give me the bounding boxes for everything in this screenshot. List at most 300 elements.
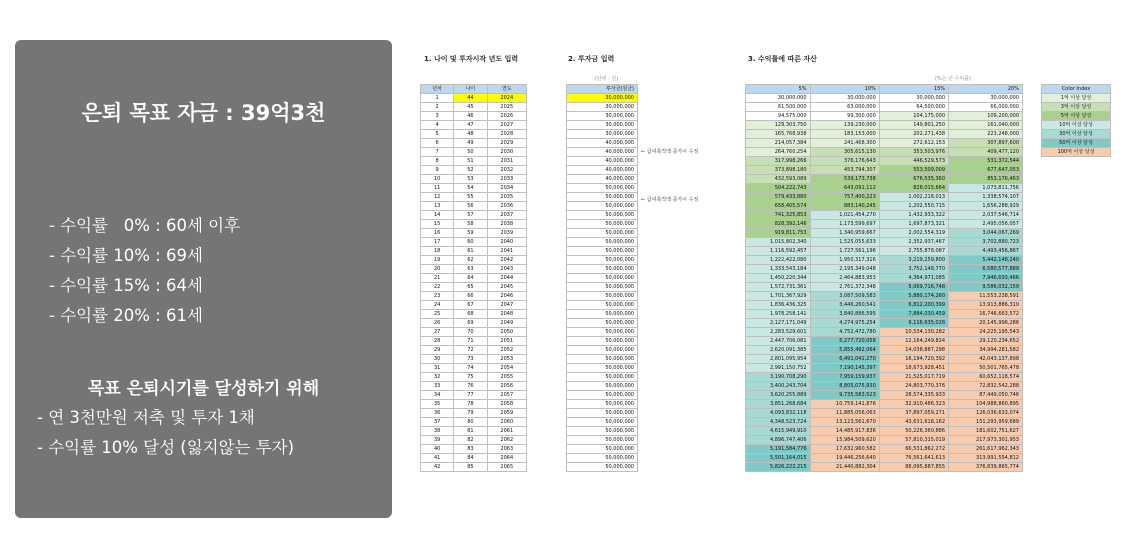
goal-line-1: - 연 3천만원 저축 및 투자 1채 — [37, 408, 255, 427]
table-cell: 353,503,976 — [879, 148, 948, 157]
table-cell: 80 — [454, 418, 487, 427]
table-cell: 76,561,641,613 — [879, 454, 948, 463]
table-row — [421, 310, 527, 319]
table-row — [421, 364, 527, 373]
table-cell: 50,000,000 — [567, 202, 638, 211]
table-cell: 1,202,550,715 — [879, 202, 948, 211]
table-row — [421, 166, 527, 175]
table-row — [421, 103, 527, 112]
table-cell: 30,000,000 — [567, 112, 638, 121]
table-cell: 30,000,000 — [879, 94, 948, 103]
table-cell: 2031 — [487, 157, 526, 166]
table-cell: 504,222,743 — [746, 184, 811, 193]
table-cell: 104,988,860,895 — [949, 400, 1023, 409]
table-cell: 1,173,599,697 — [810, 220, 879, 229]
table-cell: 2053 — [487, 355, 526, 364]
table-cell: 5,880,174,260 — [879, 292, 948, 301]
table-cell: 2055 — [487, 373, 526, 382]
table-cell: 73 — [454, 355, 487, 364]
table-cell: 62 — [454, 256, 487, 265]
table-row — [1042, 94, 1111, 103]
table-cell: 6 — [421, 139, 454, 148]
table-cell: 55 — [454, 193, 487, 202]
table-cell: 2052 — [487, 346, 526, 355]
color-index-item: 3억 이상 달성 — [1042, 103, 1111, 112]
rate-line-15: - 수익률 15% : 64세 — [49, 276, 203, 295]
table-cell: 579,433,880 — [746, 193, 811, 202]
table-row — [421, 220, 527, 229]
table-cell: 2048 — [487, 310, 526, 319]
table-row — [567, 139, 638, 148]
table-row — [746, 130, 1023, 139]
table-cell: 51 — [454, 157, 487, 166]
table-cell: 2,991,150,752 — [746, 364, 811, 373]
table-cell: 24 — [421, 301, 454, 310]
table-cell: 61 — [454, 247, 487, 256]
table-row — [746, 310, 1023, 319]
table-cell: 65 — [454, 283, 487, 292]
table-cell: 30,000,000 — [567, 121, 638, 130]
table-row — [746, 103, 1023, 112]
table-cell: 3,400,243,704 — [746, 382, 811, 391]
table-cell: 313,991,554,812 — [949, 454, 1023, 463]
table-row — [567, 355, 638, 364]
table-cell: 1,701,367,929 — [746, 292, 811, 301]
table-cell: 2043 — [487, 265, 526, 274]
table-cell: 56 — [454, 202, 487, 211]
table-cell: 50,000,000 — [567, 409, 638, 418]
table-cell: 17,632,960,582 — [810, 445, 879, 454]
rate-line-20: - 수익률 20% : 61세 — [49, 306, 203, 325]
table-cell: 50 — [454, 148, 487, 157]
table-cell: 10,534,130,282 — [879, 328, 948, 337]
table-cell: 4,493,456,867 — [949, 247, 1023, 256]
table-row — [746, 373, 1023, 382]
table-row — [421, 202, 527, 211]
table-cell: 4,615,949,910 — [746, 427, 811, 436]
table-cell: 6,491,041,270 — [810, 355, 879, 364]
col-principal: 투자금(원금) — [567, 85, 638, 94]
table-cell: 41 — [421, 454, 454, 463]
table-cell: 3,219,259,800 — [879, 256, 948, 265]
table-cell: 50,000,000 — [567, 328, 638, 337]
table-row — [567, 94, 638, 103]
table-cell: 2,464,883,953 — [810, 274, 879, 283]
table-cell: 2054 — [487, 364, 526, 373]
table-cell: 57 — [454, 211, 487, 220]
table-row — [567, 256, 638, 265]
table-row — [746, 256, 1023, 265]
table-cell: 22 — [421, 283, 454, 292]
table-cell: 30,000,000 — [746, 94, 811, 103]
table-cell: 5,501,164,015 — [746, 454, 811, 463]
table-cell: 46 — [454, 112, 487, 121]
table-row — [1042, 139, 1111, 148]
table-cell: 373,898,180 — [746, 166, 811, 175]
table-cell: 1,073,811,756 — [949, 184, 1023, 193]
table-cell: 18,673,928,451 — [879, 364, 948, 373]
table-row — [746, 445, 1023, 454]
table-row — [567, 400, 638, 409]
table-row — [421, 454, 527, 463]
table-cell: 261,617,962,343 — [949, 445, 1023, 454]
table-cell: 1,697,873,321 — [879, 220, 948, 229]
table-cell: 2039 — [487, 229, 526, 238]
table-cell: 658,405,574 — [746, 202, 811, 211]
increase-note-1: ← 급여축적액 증가시 수정 — [641, 149, 699, 155]
table-row — [421, 139, 527, 148]
table-row — [421, 256, 527, 265]
table-cell: 49 — [454, 139, 487, 148]
table-cell: 47 — [454, 121, 487, 130]
table-cell: 50,000,000 — [567, 247, 638, 256]
table-row — [567, 373, 638, 382]
col-age: 나이 — [454, 85, 487, 94]
table-cell: 2028 — [487, 130, 526, 139]
table-cell: 16,746,663,572 — [949, 310, 1023, 319]
table-cell: 183,153,000 — [810, 130, 879, 139]
table-cell: 1,116,592,457 — [746, 247, 811, 256]
table-row — [746, 184, 1023, 193]
table-cell: 1,978,258,141 — [746, 310, 811, 319]
table-cell: 161,040,000 — [949, 121, 1023, 130]
table-cell: 2041 — [487, 247, 526, 256]
table-cell: 88,095,887,855 — [879, 463, 948, 472]
table-cell: 67 — [454, 301, 487, 310]
table-row — [421, 319, 527, 328]
table-cell: 677,647,053 — [949, 166, 1023, 175]
table-cell: 5,277,720,058 — [810, 337, 879, 346]
table-cell: 165,768,938 — [746, 130, 811, 139]
table-cell: 2027 — [487, 121, 526, 130]
table-row — [421, 148, 527, 157]
table-row — [746, 436, 1023, 445]
table-cell: 50,000,000 — [567, 220, 638, 229]
table-cell: 2030 — [487, 148, 526, 157]
table-cell: 223,248,000 — [949, 130, 1023, 139]
table-cell: 50,000,000 — [567, 400, 638, 409]
col-rate-5: 5% — [746, 85, 811, 94]
table-cell: 5 — [421, 130, 454, 139]
table-cell: 1,727,561,196 — [810, 247, 879, 256]
table-row — [421, 328, 527, 337]
table-cell: 53 — [454, 175, 487, 184]
table-cell: 38 — [421, 427, 454, 436]
table-row — [567, 337, 638, 346]
table-cell: 21 — [421, 274, 454, 283]
table-cell: 28,574,335,933 — [879, 391, 948, 400]
table-cell: 14,038,887,298 — [879, 346, 948, 355]
table-cell: 1,340,959,667 — [810, 229, 879, 238]
goal-subtitle: 목표 은퇴시기를 달성하기 위해 — [87, 379, 320, 399]
table-cell: 1,656,288,929 — [949, 202, 1023, 211]
table-cell: 2,761,372,348 — [810, 283, 879, 292]
col-year: 연도 — [487, 85, 526, 94]
table-cell: 7,959,159,937 — [810, 373, 879, 382]
table-cell: 14,485,917,836 — [810, 427, 879, 436]
table-cell: 39 — [421, 436, 454, 445]
table-cell: 1,950,317,316 — [810, 256, 879, 265]
table-cell: 43,631,618,162 — [879, 418, 948, 427]
table-cell: 40,000,000 — [567, 157, 638, 166]
table-cell: 74 — [454, 364, 487, 373]
table-row — [567, 211, 638, 220]
table-cell: 2 — [421, 103, 454, 112]
table-cell: 8,805,075,930 — [810, 382, 879, 391]
table-cell: 60 — [454, 238, 487, 247]
table-cell: 60,652,118,574 — [949, 373, 1023, 382]
table-cell: 42 — [421, 463, 454, 472]
table-cell: 2040 — [487, 238, 526, 247]
table-row — [567, 409, 638, 418]
table-row — [421, 265, 527, 274]
table-cell: 11 — [421, 184, 454, 193]
table-cell: 2064 — [487, 454, 526, 463]
table-cell: 2037 — [487, 211, 526, 220]
table-cell: 2,283,529,601 — [746, 328, 811, 337]
table-row — [567, 166, 638, 175]
table-row — [567, 427, 638, 436]
table-cell: 3 — [421, 112, 454, 121]
table-cell: 104,175,000 — [879, 112, 948, 121]
table-cell: 94,575,000 — [746, 112, 811, 121]
table-cell: 84 — [454, 454, 487, 463]
table-cell: 61,500,000 — [746, 103, 811, 112]
table-row — [746, 382, 1023, 391]
table-cell: 553,509,009 — [879, 166, 948, 175]
rate-line-10: - 수익률 10% : 69세 — [49, 246, 203, 265]
table-cell: 2,127,171,049 — [746, 319, 811, 328]
table-row — [567, 247, 638, 256]
table-row — [421, 130, 527, 139]
table-cell: 30 — [421, 355, 454, 364]
table-row — [1042, 148, 1111, 157]
table-cell: 305,615,130 — [810, 148, 879, 157]
table-cell: 2025 — [487, 103, 526, 112]
table-cell: 3,851,268,684 — [746, 400, 811, 409]
table-row — [421, 337, 527, 346]
table-cell: 50,000,000 — [567, 337, 638, 346]
table-cell: 63,000,000 — [810, 103, 879, 112]
table-cell: 32 — [421, 373, 454, 382]
table-cell: 21,525,017,719 — [879, 373, 948, 382]
color-index-header: Color Index — [1042, 85, 1111, 94]
table-row — [567, 292, 638, 301]
table-row — [746, 427, 1023, 436]
table-cell: 35 — [421, 400, 454, 409]
table-cell: 9,116,635,028 — [879, 319, 948, 328]
table-cell: 181,602,751,627 — [949, 427, 1023, 436]
table-cell: 21,440,882,304 — [810, 463, 879, 472]
table-row — [746, 139, 1023, 148]
table-row — [567, 220, 638, 229]
table-row — [746, 94, 1023, 103]
table-cell: 10,759,141,876 — [810, 400, 879, 409]
table-cell: 3,446,260,541 — [810, 301, 879, 310]
table-cell: 2046 — [487, 292, 526, 301]
table-cell: 50,501,765,478 — [949, 364, 1023, 373]
table-cell: 2044 — [487, 274, 526, 283]
table-cell: 272,612,153 — [879, 139, 948, 148]
table-cell: 19,446,256,640 — [810, 454, 879, 463]
table-cell: 31 — [421, 364, 454, 373]
table-cell: 6,812,200,399 — [879, 301, 948, 310]
table-cell: 50,226,360,886 — [879, 427, 948, 436]
table-cell: 3,190,708,290 — [746, 373, 811, 382]
table-cell: 37,897,059,271 — [879, 409, 948, 418]
table-row — [567, 418, 638, 427]
table-cell: 78 — [454, 400, 487, 409]
table-cell: 50,000,000 — [567, 301, 638, 310]
table-cell: 11,885,056,063 — [810, 409, 879, 418]
table-cell: 676,535,360 — [879, 175, 948, 184]
table-row — [421, 436, 527, 445]
table-cell: 2045 — [487, 283, 526, 292]
table-cell: 2062 — [487, 436, 526, 445]
table-cell: 82 — [454, 436, 487, 445]
table-cell: 13 — [421, 202, 454, 211]
table-cell: 7,884,030,459 — [879, 310, 948, 319]
table-cell: 2056 — [487, 382, 526, 391]
table-cell: 13,123,561,670 — [810, 418, 879, 427]
table-cell: 57,810,315,019 — [879, 436, 948, 445]
table-cell: 9,586,032,159 — [949, 283, 1023, 292]
table-row — [421, 112, 527, 121]
table-row — [746, 283, 1023, 292]
table-cell: 20,145,996,286 — [949, 319, 1023, 328]
table-cell: 58 — [454, 220, 487, 229]
table-row — [746, 274, 1023, 283]
table-row — [421, 382, 527, 391]
table-cell: 50,000,000 — [567, 211, 638, 220]
table-cell: 126,036,633,074 — [949, 409, 1023, 418]
retirement-goal-title: 은퇴 목표 자금 : 39억3천 — [81, 101, 326, 125]
table-cell: 757,400,223 — [810, 193, 879, 202]
table-row — [421, 409, 527, 418]
table-cell: 25 — [421, 310, 454, 319]
table-row — [1042, 121, 1111, 130]
table-cell: 5,855,492,064 — [810, 346, 879, 355]
table-cell: 10 — [421, 175, 454, 184]
table-row — [421, 427, 527, 436]
table-cell: 409,477,120 — [949, 148, 1023, 157]
section-age-input: 1. 나이 및 투자시작 년도 입력 — [424, 55, 519, 63]
table-cell: 241,468,300 — [810, 139, 879, 148]
table-cell: 453,794,307 — [810, 166, 879, 175]
table-cell: 19 — [421, 256, 454, 265]
table-cell: 376,176,643 — [810, 157, 879, 166]
table-row — [421, 175, 527, 184]
table-cell: 2029 — [487, 139, 526, 148]
table-row — [746, 364, 1023, 373]
table-cell: 44 — [454, 94, 487, 103]
table-cell: 66,531,862,272 — [879, 445, 948, 454]
table-row — [421, 418, 527, 427]
table-cell: 2,195,349,048 — [810, 265, 879, 274]
table-cell: 50,000,000 — [567, 355, 638, 364]
table-row — [567, 310, 638, 319]
table-row — [567, 202, 638, 211]
table-cell: 50,000,000 — [567, 427, 638, 436]
table-cell: 63 — [454, 265, 487, 274]
table-cell: 50,000,000 — [567, 193, 638, 202]
table-row — [746, 148, 1023, 157]
table-cell: 3,044,067,269 — [949, 229, 1023, 238]
table-cell: 531,372,544 — [949, 157, 1023, 166]
table-cell: 48 — [454, 130, 487, 139]
table-row — [421, 229, 527, 238]
table-row — [421, 184, 527, 193]
table-cell: 2,801,095,954 — [746, 355, 811, 364]
table-row — [421, 445, 527, 454]
col-rate-10: 10% — [810, 85, 879, 94]
table-row — [746, 418, 1023, 427]
table-cell: 50,000,000 — [567, 346, 638, 355]
table-row — [567, 436, 638, 445]
table-cell: 14 — [421, 211, 454, 220]
table-row — [746, 211, 1023, 220]
table-cell: 2059 — [487, 409, 526, 418]
table-row — [567, 193, 638, 202]
table-cell: 149,801,250 — [879, 121, 948, 130]
table-cell: 2034 — [487, 184, 526, 193]
table-cell: 40,000,000 — [567, 139, 638, 148]
table-cell: 7,190,145,397 — [810, 364, 879, 373]
table-cell: 50,000,000 — [567, 382, 638, 391]
table-cell: 15,984,509,620 — [810, 436, 879, 445]
table-row — [421, 94, 527, 103]
table-row — [567, 148, 638, 157]
table-row — [567, 274, 638, 283]
table-row — [421, 238, 527, 247]
table-row — [421, 292, 527, 301]
table-cell: 30,000,000 — [567, 94, 638, 103]
table-row — [421, 283, 527, 292]
table-cell: 741,325,853 — [746, 211, 811, 220]
table-cell: 1,572,731,361 — [746, 283, 811, 292]
table-cell: 5,826,222,215 — [746, 463, 811, 472]
color-index-item: 50억 이상 달성 — [1042, 139, 1111, 148]
table-row — [567, 283, 638, 292]
table-cell: 317,998,266 — [746, 157, 811, 166]
table-cell: 853,176,463 — [949, 175, 1023, 184]
table-cell: 23 — [421, 292, 454, 301]
table-row — [567, 301, 638, 310]
table-cell: 1,222,422,080 — [746, 256, 811, 265]
table-cell: 26 — [421, 319, 454, 328]
table-cell: 4,364,971,085 — [879, 274, 948, 283]
table-row — [421, 247, 527, 256]
table-cell: 3,752,148,770 — [879, 265, 948, 274]
table-row — [567, 184, 638, 193]
table-cell: 24,225,195,543 — [949, 328, 1023, 337]
table-row — [421, 355, 527, 364]
goal-line-2: - 수익률 10% 달성 (잃지않는 투자) — [37, 438, 295, 457]
table-cell: 2,447,706,081 — [746, 337, 811, 346]
table-cell: 18 — [421, 247, 454, 256]
table-row — [1042, 103, 1111, 112]
table-row — [567, 112, 638, 121]
table-cell: 77 — [454, 391, 487, 400]
table-cell: 1,333,543,184 — [746, 265, 811, 274]
table-row — [567, 382, 638, 391]
table-row — [421, 121, 527, 130]
table-cell: 50,000,000 — [567, 184, 638, 193]
table-row — [746, 157, 1023, 166]
table-cell: 3,840,886,595 — [810, 310, 879, 319]
age-table — [420, 84, 527, 472]
table-row — [567, 238, 638, 247]
